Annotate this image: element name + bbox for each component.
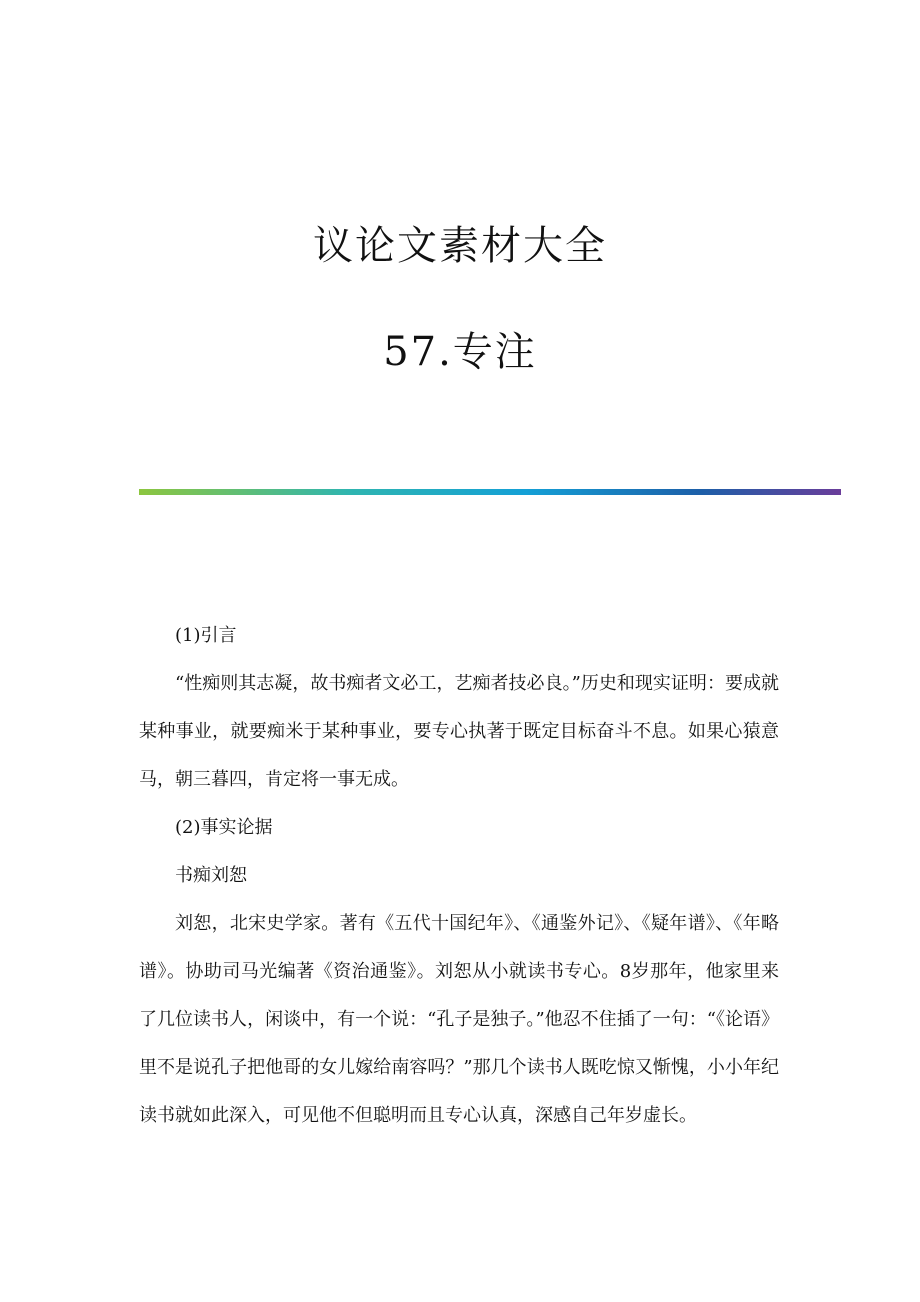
document-title: 议论文素材大全 [313,223,607,269]
document-subtitle: 57.专注 [383,329,537,375]
intro-paragraph: “性痴则其志凝，故书痴者文必工，艺痴者技必良。”历史和现实证明：要成就某种事业，就要痴米于某种事业，要专心执著于既定目标奋斗不息。如果心猿意马，朝三暮四，肯定将一事无成。 [139,673,779,790]
story-paragraph: 刘恕，北宋史学家。著有《五代十国纪年》、《通鉴外记》、《疑年谱》、《年略谱》。协助司马光编著《资治通鉴》。刘恕从小就读书专心。8岁那年，他家里来了几位读书人，闲谈中，有一个说：“孔子是独子。”他忍不住插了一句：“《论语》里不是说孔子把他哥的女儿嫁给南容吗？”那几个读书人既吃惊又惭愧，小小年纪读书就如此深入，可见他不但聪明而且专心认真，深感自己年岁虚长。 [139,913,779,1126]
section-heading-intro: (1)引言 [175,625,237,646]
document-body [139,612,779,1140]
section-heading-evidence: (2)事实论据 [175,817,273,838]
story-title: 书痴刘恕 [175,865,247,886]
gradient-divider [139,489,841,495]
